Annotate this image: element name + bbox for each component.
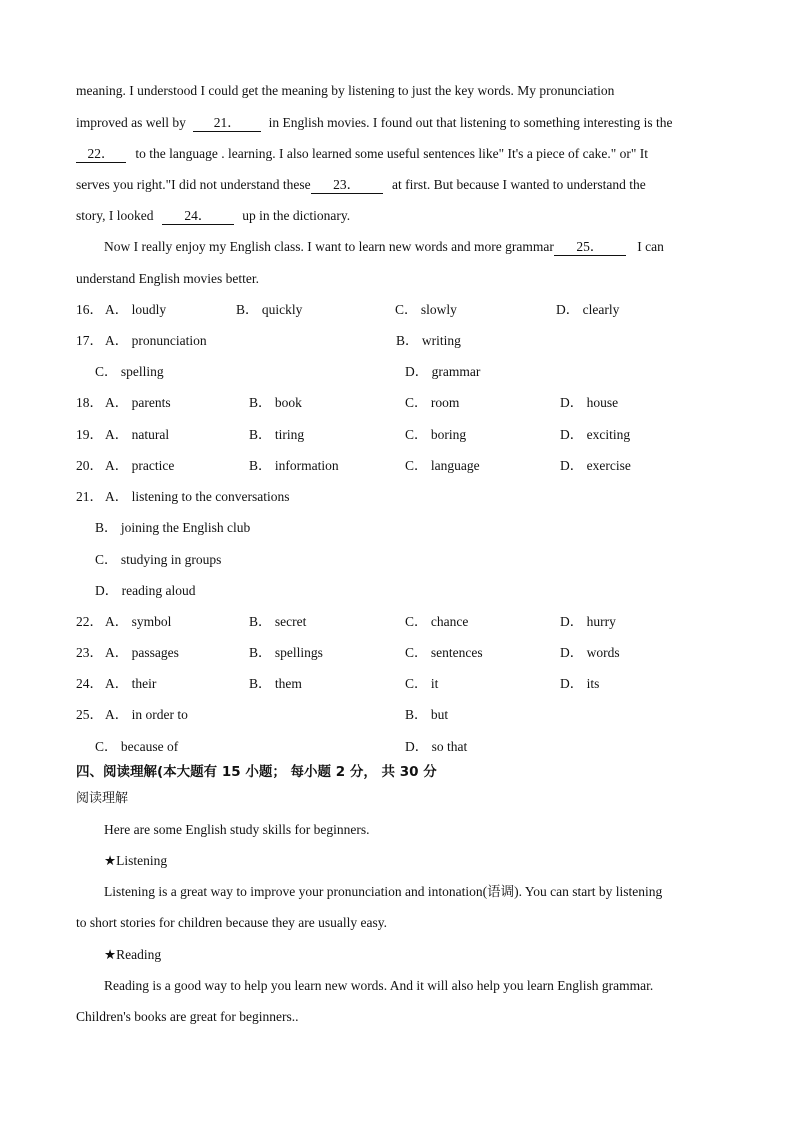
reading-paragraph-line: Reading is a good way to help you learn new words. And it will also help you learn English grammar. — [104, 978, 654, 993]
option-a[interactable]: A． natural — [105, 427, 170, 442]
reading-paragraph-line: to short stories for children because they are usually easy. — [76, 915, 388, 930]
option-a[interactable]: A． pronunciation — [105, 333, 207, 348]
option-b[interactable]: B． joining the English club — [95, 520, 251, 535]
question-number: 23． — [76, 645, 103, 660]
option-c[interactable]: C． sentences — [405, 645, 483, 660]
option-b[interactable]: B． tiring — [249, 427, 305, 442]
option-c[interactable]: C． room — [405, 395, 460, 410]
question-number: 25． — [76, 707, 103, 722]
passage-line: understand English movies better. — [76, 271, 259, 286]
option-d[interactable]: D． exercise — [560, 458, 631, 473]
question-number: 18． — [76, 395, 103, 410]
option-c[interactable]: C． chance — [405, 614, 469, 629]
question-number: 17． — [76, 333, 103, 348]
question-number: 24． — [76, 676, 103, 691]
section-subtitle: 阅读理解 — [76, 791, 129, 806]
option-b[interactable]: B． secret — [249, 614, 307, 629]
reading-heading: ★Reading — [104, 947, 162, 962]
option-a[interactable]: A． symbol — [105, 614, 172, 629]
option-a[interactable]: A． listening to the conversations — [105, 489, 290, 504]
passage-text: I can — [637, 239, 664, 254]
option-d[interactable]: D． its — [560, 676, 600, 691]
passage-text: to the language . learning. I also learned some useful sentences like" It's a piece of cake." or" It — [135, 146, 649, 161]
blank-23: 23． — [311, 177, 383, 194]
option-b[interactable]: B． quickly — [236, 302, 303, 317]
option-b[interactable]: B． spellings — [249, 645, 323, 660]
option-d[interactable]: D． so that — [405, 739, 468, 754]
option-d[interactable]: D． clearly — [556, 302, 620, 317]
passage-text: serves you right."I did not understand these — [76, 177, 311, 192]
blank-21: 21． — [193, 115, 261, 132]
passage-text: improved as well by — [76, 115, 186, 130]
passage-line — [76, 176, 646, 194]
option-d[interactable]: D． exciting — [560, 427, 631, 442]
option-a[interactable]: A． loudly — [105, 302, 167, 317]
option-b[interactable]: B． writing — [396, 333, 461, 348]
passage-text: story, I looked — [76, 208, 154, 223]
passage-text: Now I really enjoy my English class. I want to learn new words and more grammar — [104, 239, 554, 254]
option-d[interactable]: D． grammar — [405, 364, 481, 379]
question-number: 20． — [76, 458, 103, 473]
listening-heading: ★Listening — [104, 853, 168, 868]
passage-text: up in the dictionary. — [242, 208, 351, 223]
blank-24: 24． — [162, 208, 234, 225]
option-c[interactable]: C． because of — [95, 739, 179, 754]
question-number: 21． — [76, 489, 103, 504]
option-c[interactable]: C． studying in groups — [95, 552, 222, 567]
blank-25: 25． — [554, 239, 626, 256]
option-b[interactable]: B． book — [249, 395, 302, 410]
passage-line — [76, 114, 672, 132]
option-c[interactable]: C． language — [405, 458, 480, 473]
reading-paragraph-line: Listening is a great way to improve your pronunciation and intonation(语调). You can start by listening — [104, 884, 663, 899]
option-a[interactable]: A． practice — [105, 458, 175, 473]
passage-line — [76, 145, 648, 163]
passage-line — [104, 238, 664, 256]
passage-text: at first. But because I wanted to understand the — [391, 177, 646, 192]
question-number: 22． — [76, 614, 103, 629]
reading-paragraph-line: Children's books are great for beginners.. — [76, 1009, 299, 1024]
question-number: 19． — [76, 427, 103, 442]
option-b[interactable]: B． them — [249, 676, 302, 691]
option-c[interactable]: C． spelling — [95, 364, 164, 379]
passage-line — [76, 207, 350, 225]
option-d[interactable]: D． words — [560, 645, 620, 660]
option-a[interactable]: A． their — [105, 676, 157, 691]
option-a[interactable]: A． passages — [105, 645, 179, 660]
option-d[interactable]: D． house — [560, 395, 619, 410]
passage-text: in English movies. I found out that listening to something interesting is the — [268, 115, 673, 130]
section-title: 四、阅读理解(本大题有 15 小题； 每小题 2 分， 共 30 分 — [76, 764, 437, 780]
option-c[interactable]: C． boring — [405, 427, 467, 442]
option-d[interactable]: D． hurry — [560, 614, 616, 629]
option-b[interactable]: B． but — [405, 707, 449, 722]
option-d[interactable]: D． reading aloud — [95, 583, 196, 598]
option-c[interactable]: C． it — [405, 676, 439, 691]
option-c[interactable]: C． slowly — [395, 302, 457, 317]
blank-22: 22． — [76, 146, 126, 163]
question-number: 16． — [76, 302, 103, 317]
passage-line: meaning. I understood I could get the meaning by listening to just the key words. My pronunciation — [76, 83, 615, 98]
option-b[interactable]: B． information — [249, 458, 339, 473]
option-a[interactable]: A． parents — [105, 395, 171, 410]
option-a[interactable]: A． in order to — [105, 707, 188, 722]
reading-intro: Here are some English study skills for beginners. — [104, 822, 370, 837]
